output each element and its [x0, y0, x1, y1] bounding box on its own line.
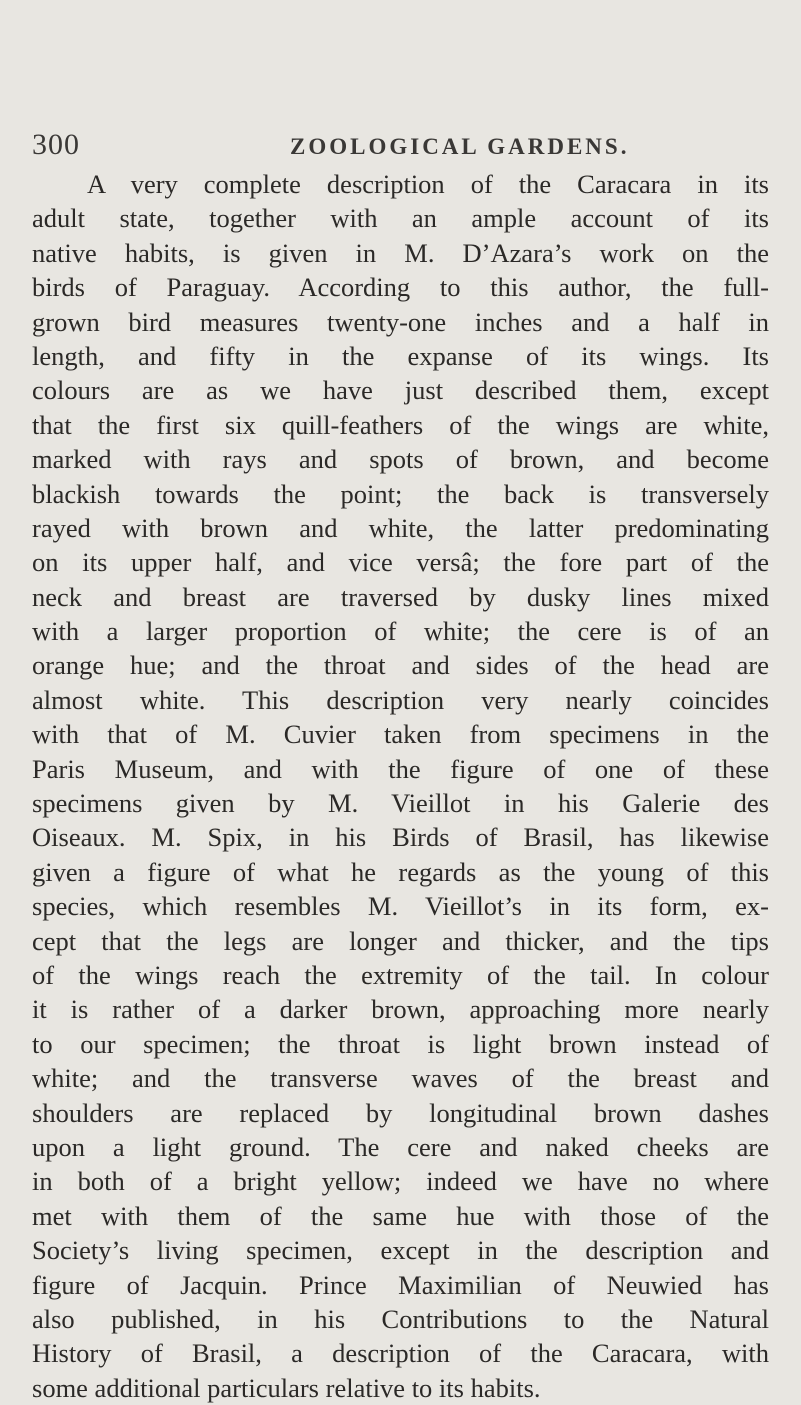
text-line: orange hue; and the throat and sides of the head are [32, 650, 769, 681]
text-line: specimens given by M. Vieillot in his Galerie des [32, 788, 769, 819]
text-line: species, which resembles M. Vieillot’s in its form, ex- [32, 891, 769, 922]
text-line: it is rather of a darker brown, approaching more nearly [32, 994, 769, 1025]
text-line: that the first six quill-feathers of the wings are white, [32, 409, 769, 440]
text-line: upon a light ground. The cere and naked cheeks are [32, 1131, 769, 1162]
text-line: marked with rays and spots of brown, and become [32, 444, 769, 475]
text-line: met with them of the same hue with those of the [32, 1200, 769, 1231]
running-title: ZOOLOGICAL GARDENS. [290, 134, 630, 159]
text-line: neck and breast are traversed by dusky lines mixed [32, 581, 769, 612]
text-line: A very complete description of the Caracara in its [87, 169, 769, 199]
text-line: Society’s living specimen, except in the description and [32, 1235, 769, 1266]
text-line: figure of Jacquin. Prince Maximilian of Neuwied has [32, 1269, 769, 1300]
text-line: cept that the legs are longer and thicker, and the tips [32, 925, 769, 956]
text-line: blackish towards the point; the back is transversely [32, 478, 769, 509]
text-line: with that of M. Cuvier taken from specimens in the [32, 719, 769, 750]
text-line: shoulders are replaced by longitudinal brown dashes [32, 1097, 769, 1128]
text-line: grown bird measures twenty-one inches and a half in [32, 306, 769, 337]
text-line: in both of a bright yellow; indeed we have no where [32, 1166, 769, 1197]
text-line: adult state, together with an ample account of its [32, 203, 769, 234]
body-paragraph [32, 167, 769, 1405]
text-line: of the wings reach the extremity of the tail. In colour [32, 959, 769, 990]
text-line: on its upper half, and vice versâ; the fore part of the [32, 547, 769, 578]
text-line: length, and fifty in the expanse of its wings. Its [32, 340, 769, 371]
text-line: rayed with brown and white, the latter predominating [32, 512, 769, 543]
text-line: birds of Paraguay. According to this author, the full- [32, 272, 769, 303]
text-line: to our specimen; the throat is light brown instead of [32, 1028, 769, 1059]
text-line: also published, in his Contributions to the Natural [32, 1303, 769, 1334]
running-head [32, 128, 772, 168]
text-line: almost white. This description very nearly coincides [32, 684, 769, 715]
text-line: native habits, is given in M. D’Azara’s work on the [32, 237, 769, 268]
text-line: History of Brasil, a description of the Caracara, with [32, 1338, 769, 1369]
page-number: 300 [32, 128, 80, 161]
text-line: colours are as we have just described them, except [32, 375, 769, 406]
text-line: Oiseaux. M. Spix, in his Birds of Brasil, has likewise [32, 822, 769, 853]
text-line: white; and the transverse waves of the breast and [32, 1063, 769, 1094]
text-line: some additional particulars relative to its habits. [32, 1372, 541, 1403]
text-line: with a larger proportion of white; the cere is of an [32, 616, 769, 647]
text-line: Paris Museum, and with the figure of one of these [32, 753, 769, 784]
text-line: given a figure of what he regards as the young of this [32, 856, 769, 887]
